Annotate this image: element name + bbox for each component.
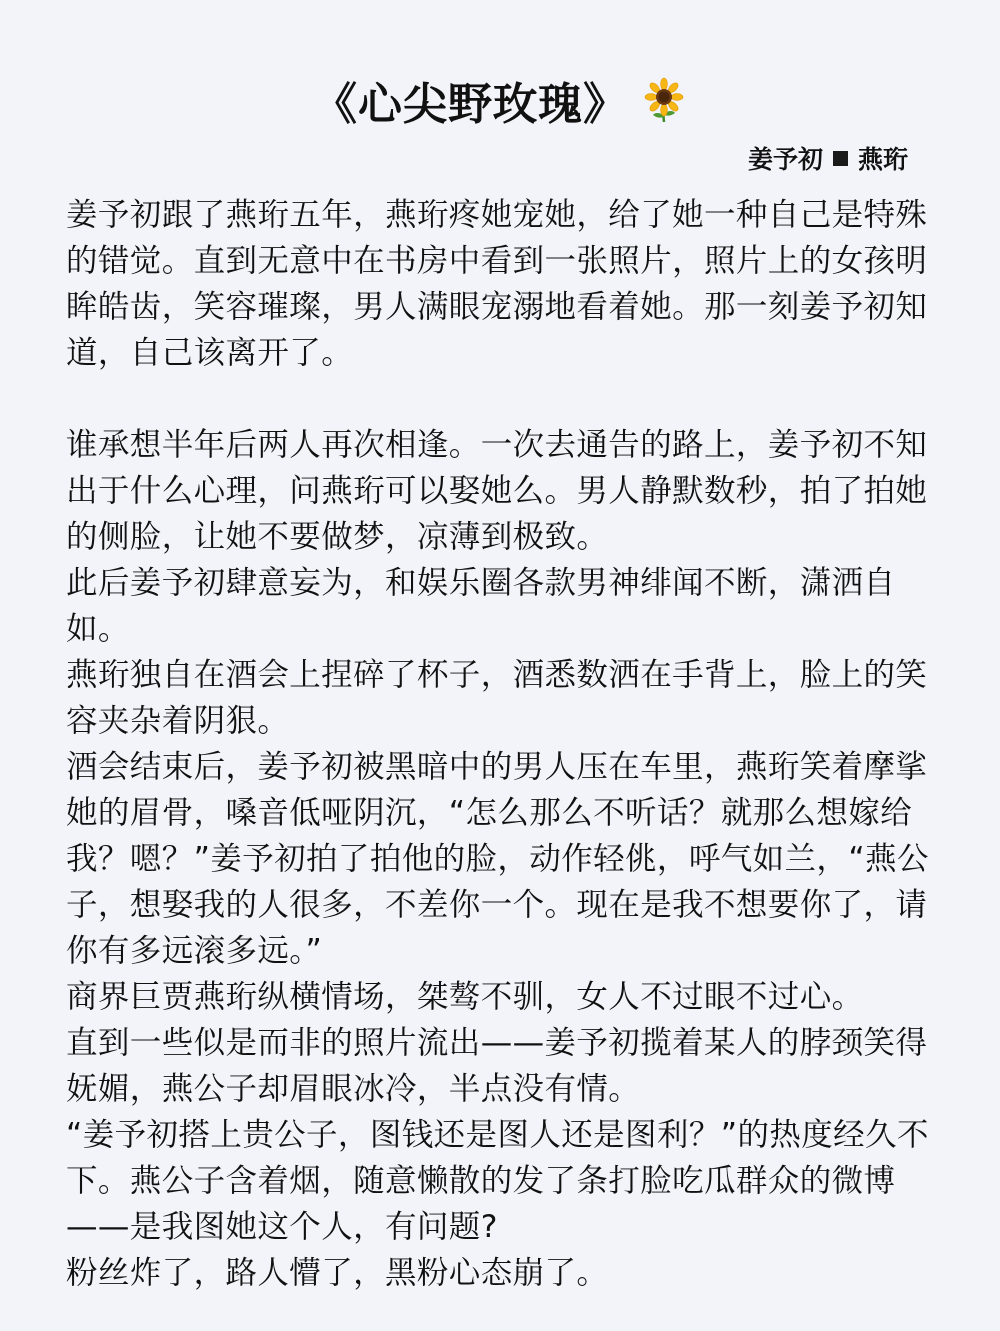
paragraph-7: 直到一些似是而非的照片流出——姜予初揽着某人的脖颈笑得妩媚，燕公子却眉眼冰冷，半点没有情。	[66, 1025, 928, 1107]
paragraph-5: 酒会结束后，姜予初被黑暗中的男人压在车里，燕珩笑着摩挲她的眉骨，嗓音低哑阴沉，“怎么那么不听话？就那么想嫁给我？嗯？”姜予初拍了拍他的脸，动作轻佻，呼气如兰，“燕公子，想娶我的人很多，不差你一个。现在是我不想要你了，请你有多远滚多远。”	[66, 749, 929, 969]
title-row	[0, 68, 1000, 132]
paragraph-9: 粉丝炸了，路人懵了，黑粉心态崩了。	[66, 1255, 609, 1291]
paragraph-8: “姜予初搭上贵公子，图钱还是图人还是图利？”的热度经久不下。燕公子含着烟，随意懒散的发了条打脸吃瓜群众的微博——是我图她这个人，有问题?	[66, 1117, 929, 1245]
byline	[748, 140, 908, 176]
paragraph-1: 姜予初跟了燕珩五年，燕珩疼她宠她，给了她一种自己是特殊的错觉。直到无意中在书房中看到一张照片，照片上的女孩明眸皓齿，笑容璀璨，男人满眼宠溺地看着她。那一刻姜予初知道，自己该离开了。	[66, 197, 928, 371]
paragraph-2: 谁承想半年后两人再次相逢。一次去通告的路上，姜予初不知出于什么心理，问燕珩可以娶她么。男人静默数秒，拍了拍她的侧脸，让她不要做梦，凉薄到极致。	[66, 427, 928, 555]
book-title: 《心尖野玫瑰》	[312, 79, 628, 130]
square-separator-icon	[833, 151, 848, 166]
byline-name-a: 姜予初	[747, 145, 823, 174]
sunflower-icon	[641, 77, 687, 123]
byline-name-b: 燕珩	[857, 145, 908, 174]
paragraph-6: 商界巨贾燕珩纵横情场，桀骜不驯，女人不过眼不过心。	[66, 979, 864, 1015]
paragraph-3: 此后姜予初肆意妄为，和娱乐圈各款男神绯闻不断，潇洒自如。	[66, 565, 896, 647]
synopsis-body	[66, 192, 936, 1296]
paragraph-4: 燕珩独自在酒会上捏碎了杯子，酒悉数洒在手背上，脸上的笑容夹杂着阴狠。	[66, 657, 928, 739]
